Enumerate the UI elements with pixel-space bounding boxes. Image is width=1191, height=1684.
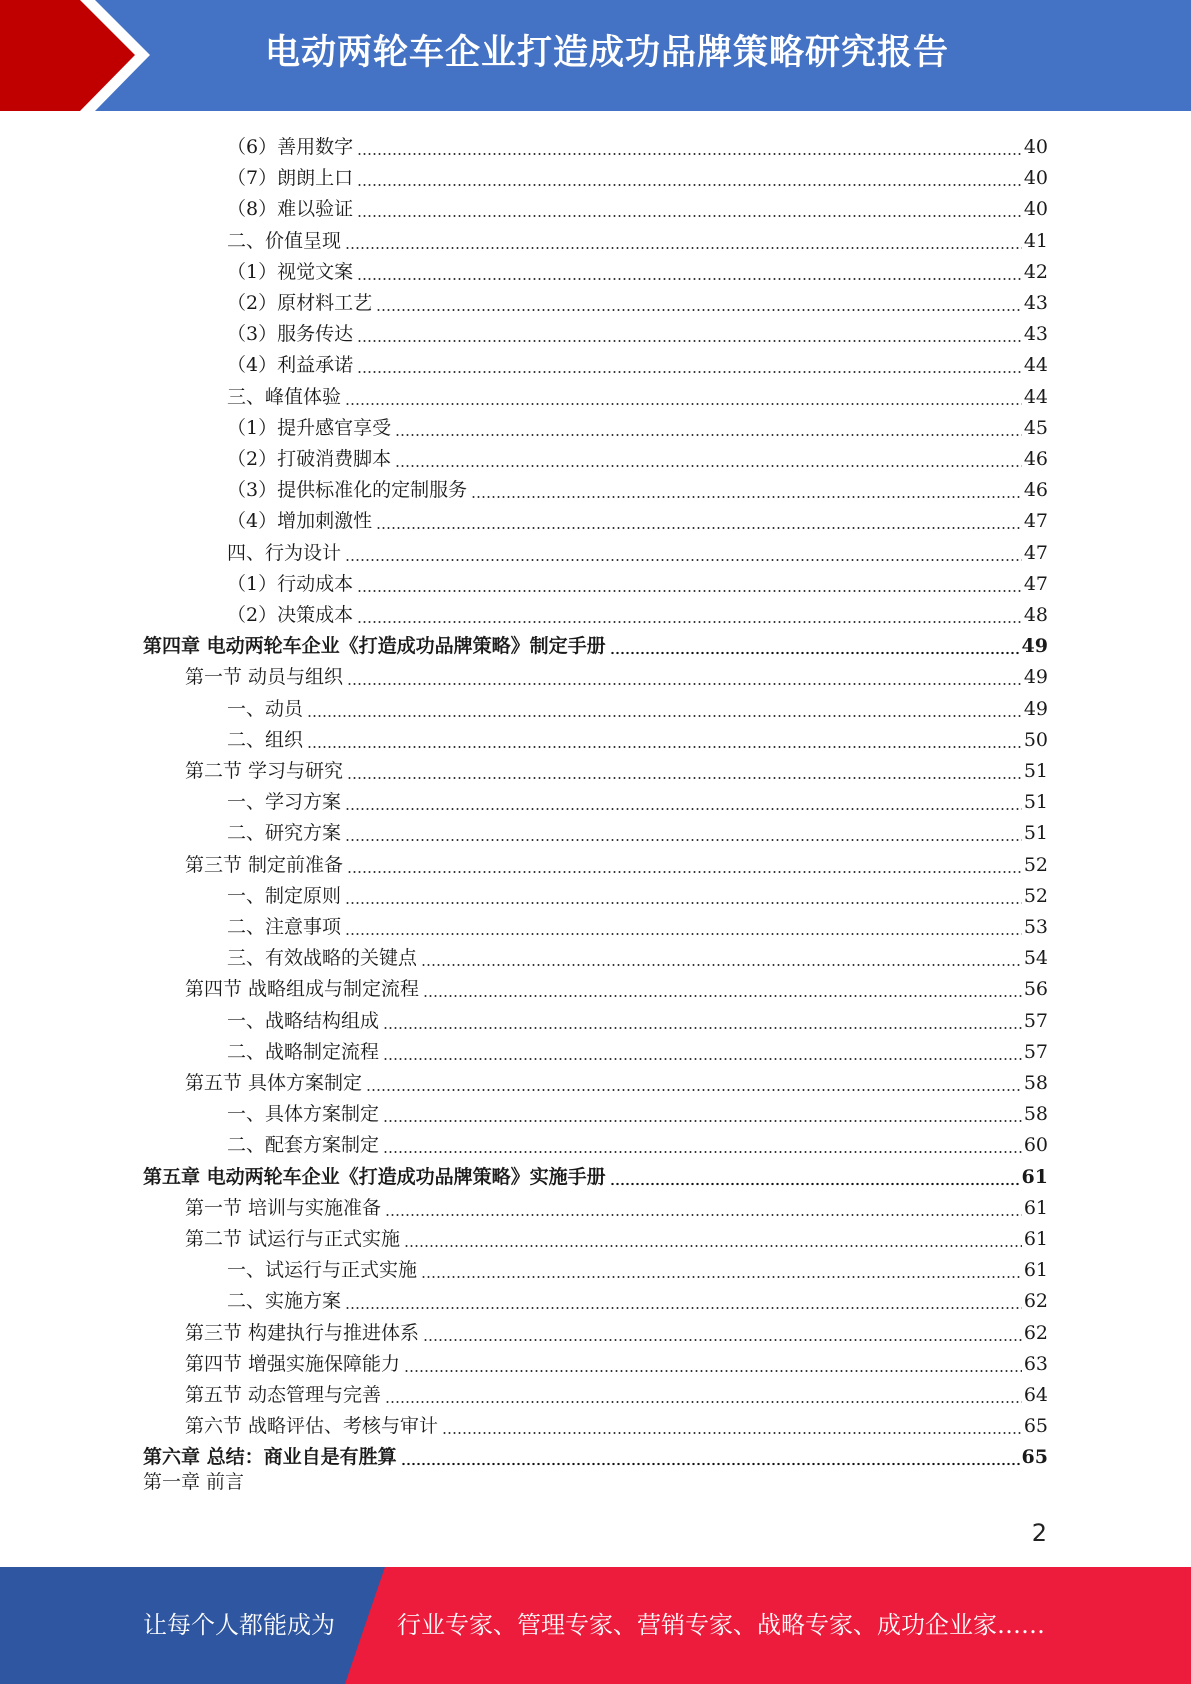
toc-dot-leader [383, 1040, 1022, 1064]
toc-page-number: 58 [1023, 1103, 1048, 1126]
toc-entry-title: 第二节 学习与研究 [185, 760, 344, 782]
toc-page-number: 62 [1023, 1321, 1048, 1344]
toc-page-number: 43 [1023, 323, 1048, 346]
footer-slogan-left: 让每个人都能成为 [143, 1611, 335, 1639]
toc-page-number: 52 [1023, 853, 1048, 876]
toc-dot-leader [395, 416, 1022, 440]
toc-page-number: 49 [1023, 666, 1048, 689]
toc-dot-leader [347, 853, 1022, 877]
toc-entry-title: （6）善用数字 [227, 136, 354, 158]
toc-entry-title: （2）打破消费脚本 [227, 448, 392, 470]
toc-entry[interactable] [227, 284, 1048, 315]
toc-entry[interactable] [143, 627, 1048, 658]
toc-entry-title: （2）决策成本 [227, 604, 354, 626]
toc-entry-title: 第四章 电动两轮车企业《打造成功品牌策略》制定手册 [143, 635, 606, 658]
toc-entry-title: 三、峰值体验 [227, 385, 342, 408]
page-footer [0, 1567, 1191, 1684]
toc-entry[interactable] [227, 814, 1048, 845]
toc-dot-leader [357, 322, 1022, 346]
toc-page-number: 46 [1023, 448, 1048, 470]
toc-entry-title: （1）视觉文案 [227, 260, 354, 283]
toc-entry-title: 第五节 动态管理与完善 [185, 1384, 382, 1406]
toc-page-number: 47 [1023, 541, 1048, 564]
page-number: 2 [1031, 1519, 1047, 1547]
toc-dot-leader [345, 385, 1022, 409]
toc-page-number: 51 [1023, 791, 1048, 814]
toc-dot-leader [345, 915, 1022, 939]
toc-dot-leader [307, 728, 1022, 752]
toc-entry[interactable] [227, 877, 1048, 908]
toc-dot-leader [383, 1009, 1022, 1033]
toc-page-number: 45 [1023, 416, 1048, 439]
toc-dot-leader [383, 1102, 1022, 1126]
toc-dot-leader [383, 1133, 1022, 1157]
toc-entry-title: 第三节 制定前准备 [185, 853, 344, 876]
toc-page-number: 51 [1023, 822, 1048, 845]
toc-entry[interactable] [227, 1095, 1048, 1126]
toc-entry-title: 第一节 培训与实施准备 [185, 1196, 382, 1219]
toc-entry[interactable] [227, 534, 1048, 565]
toc-dot-leader [610, 634, 1020, 658]
toc-page-number: 44 [1023, 354, 1048, 377]
toc-dot-leader [421, 946, 1022, 970]
toc-entry-title: 二、注意事项 [227, 916, 342, 938]
toc-entry-title: 二、实施方案 [227, 1290, 342, 1313]
toc-entry[interactable] [227, 565, 1048, 596]
toc-dot-leader [345, 541, 1022, 565]
toc-dot-leader [401, 1445, 1020, 1469]
toc-page-number: 57 [1023, 1040, 1048, 1063]
toc-entry-title: （3）服务传达 [227, 323, 354, 346]
page-header [0, 0, 1191, 111]
toc-entry[interactable] [185, 1064, 1048, 1095]
toc-page-number: 61 [1023, 1259, 1048, 1282]
toc-page-number: 50 [1023, 728, 1048, 751]
toc-entry[interactable] [227, 409, 1048, 440]
toc-entry[interactable] [185, 1376, 1048, 1407]
toc-entry-title: 第一节 动员与组织 [185, 666, 344, 689]
toc-page-number: 60 [1023, 1134, 1048, 1157]
toc-page-number: 48 [1023, 604, 1048, 626]
toc-dot-leader [357, 166, 1022, 190]
toc-page-number: 40 [1023, 136, 1048, 158]
toc-page-number: 49 [1023, 697, 1048, 720]
toc-entry-title: （1）提升感官享受 [227, 416, 392, 439]
footer-slogan-right: 行业专家、管理专家、营销专家、战略专家、成功企业家…… [397, 1611, 1045, 1639]
toc-entry[interactable] [185, 1407, 1048, 1438]
toc-entry[interactable] [227, 128, 1048, 159]
toc-dot-leader [357, 603, 1022, 627]
toc-entry-title: 第五节 具体方案制定 [185, 1072, 363, 1094]
toc-page-number: 47 [1023, 572, 1048, 595]
toc-dot-leader [357, 197, 1022, 221]
toc-page-number: 61 [1023, 1228, 1048, 1250]
toc-entry-title: 二、价值呈现 [227, 229, 342, 252]
toc-entry[interactable] [227, 222, 1048, 253]
toc-entry-title: 四、行为设计 [227, 541, 342, 564]
toc-dot-leader [404, 1352, 1022, 1376]
toc-entry-title: 二、战略制定流程 [227, 1040, 380, 1063]
toc-entry-title: 一、制定原则 [227, 884, 342, 907]
toc-dot-leader [376, 509, 1022, 533]
toc-entry[interactable] [227, 783, 1048, 814]
report-title: 电动两轮车企业打造成功品牌策略研究报告 [265, 33, 950, 73]
toc-dot-leader [404, 1227, 1022, 1251]
toc-page-number: 41 [1023, 229, 1048, 252]
toc-page-number: 44 [1023, 385, 1048, 408]
toc-page-number: 46 [1023, 479, 1048, 502]
toc-entry-title: 第五章 电动两轮车企业《打造成功品牌策略》实施手册 [143, 1165, 606, 1188]
toc-entry[interactable] [227, 253, 1048, 284]
toc-entry[interactable] [185, 1345, 1048, 1376]
toc-entry[interactable] [227, 378, 1048, 409]
toc-dot-leader [345, 884, 1022, 908]
toc-page-number: 40 [1023, 198, 1048, 221]
toc-dot-leader [610, 1165, 1020, 1189]
toc-entry-title: 一、试运行与正式实施 [227, 1259, 418, 1282]
toc-dot-leader [385, 1383, 1022, 1407]
toc-entry-title: 第六节 战略评估、考核与审计 [185, 1415, 439, 1438]
toc-entry-title: 一、战略结构组成 [227, 1009, 380, 1032]
toc-entry[interactable] [227, 1126, 1048, 1157]
toc-page-number: 51 [1023, 760, 1048, 782]
toc-entry-title: （4）增加刺激性 [227, 510, 373, 533]
toc-dot-leader [345, 821, 1022, 845]
toc-page-number: 65 [1023, 1415, 1048, 1438]
toc-entry-title: 一、具体方案制定 [227, 1103, 380, 1126]
toc-dot-leader [366, 1071, 1022, 1095]
toc-entry[interactable] [227, 1033, 1048, 1064]
toc-page-number: 57 [1023, 1009, 1048, 1032]
toc-entry[interactable] [185, 752, 1048, 783]
toc-entry-title: 第三节 构建执行与推进体系 [185, 1321, 420, 1344]
toc-last-line[interactable]: 第一章 前言 [143, 1470, 245, 1493]
toc-entry[interactable] [227, 502, 1048, 533]
toc-entry-title: 二、组织 [227, 728, 304, 751]
toc-dot-leader [307, 697, 1022, 721]
toc-dot-leader [376, 291, 1022, 315]
toc-entry[interactable] [227, 1282, 1048, 1313]
toc-entry-title: （4）利益承诺 [227, 354, 354, 377]
toc-page-number: 42 [1023, 260, 1048, 283]
toc-dot-leader [345, 790, 1022, 814]
toc-dot-leader [421, 1258, 1022, 1282]
toc-entry[interactable] [143, 1438, 1048, 1469]
toc-page-number: 40 [1023, 167, 1048, 190]
toc-page-number: 43 [1023, 292, 1048, 314]
toc-page-number: 62 [1023, 1290, 1048, 1313]
toc-page-number: 58 [1023, 1072, 1048, 1094]
toc-entry-title: （7）朗朗上口 [227, 167, 354, 190]
toc-entry-title: （3）提供标准化的定制服务 [227, 479, 468, 502]
toc-page-number: 52 [1023, 884, 1048, 907]
toc-page-number: 65 [1021, 1446, 1048, 1469]
toc-page-number: 61 [1021, 1165, 1048, 1188]
toc-page-number: 54 [1023, 947, 1048, 970]
toc-entry-title: 第四节 增强实施保障能力 [185, 1352, 401, 1375]
toc-entry[interactable] [227, 346, 1048, 377]
toc-entry[interactable] [227, 690, 1048, 721]
toc-dot-leader [357, 260, 1022, 284]
toc-page-number: 47 [1023, 510, 1048, 533]
toc-entry-title: 第四节 战略组成与制定流程 [185, 978, 420, 1001]
toc-entry[interactable] [227, 939, 1048, 970]
toc-entry[interactable] [185, 970, 1048, 1001]
toc-dot-leader [442, 1414, 1022, 1438]
toc-entry-title: （1）行动成本 [227, 572, 354, 595]
toc-entry[interactable] [227, 190, 1048, 221]
toc-page-number: 49 [1021, 635, 1048, 658]
toc-entry-title: 第二节 试运行与正式实施 [185, 1228, 401, 1250]
toc-page-number: 64 [1023, 1384, 1048, 1406]
toc-dot-leader [385, 1196, 1022, 1220]
toc-entry-title: 三、有效战略的关键点 [227, 947, 418, 970]
toc-page-number: 56 [1023, 978, 1048, 1001]
toc-entry[interactable] [227, 908, 1048, 939]
toc-page-number: 53 [1023, 916, 1048, 938]
toc-entry-title: （2）原材料工艺 [227, 292, 373, 314]
toc-entry-title: 一、动员 [227, 697, 304, 720]
toc-dot-leader [471, 478, 1022, 502]
toc-entry-title: （8）难以验证 [227, 198, 354, 221]
toc-entry[interactable] [227, 596, 1048, 627]
toc-entry[interactable] [227, 721, 1048, 752]
toc-entry-title: 二、研究方案 [227, 822, 342, 845]
toc-entry[interactable] [185, 846, 1048, 877]
toc-dot-leader [347, 759, 1022, 783]
toc-dot-leader [423, 977, 1022, 1001]
toc-entry[interactable] [227, 440, 1048, 471]
toc-dot-leader [357, 135, 1022, 159]
toc-entry-title: 一、学习方案 [227, 791, 342, 814]
toc-dot-leader [357, 572, 1022, 596]
toc-entry[interactable] [227, 1251, 1048, 1282]
toc-entry[interactable] [185, 1314, 1048, 1345]
toc-dot-leader [357, 353, 1022, 377]
toc-entry[interactable] [227, 471, 1048, 502]
toc-page-number: 63 [1023, 1352, 1048, 1375]
toc-entry[interactable] [227, 159, 1048, 190]
toc-entry-title: 二、配套方案制定 [227, 1134, 380, 1157]
toc-dot-leader [345, 1289, 1022, 1313]
toc-entry-title: 第六章 总结：商业自是有胜算 [143, 1446, 397, 1469]
toc-dot-leader [423, 1321, 1022, 1345]
toc-entry[interactable] [185, 1189, 1048, 1220]
toc-dot-leader [345, 229, 1022, 253]
toc-entry[interactable] [185, 1220, 1048, 1251]
toc-dot-leader [347, 665, 1022, 689]
toc-entry[interactable] [143, 1158, 1048, 1189]
toc-entry[interactable] [227, 315, 1048, 346]
toc-entry[interactable] [227, 1002, 1048, 1033]
toc-page-number: 61 [1023, 1196, 1048, 1219]
toc-entry[interactable] [185, 658, 1048, 689]
header-red-chevron [0, 0, 135, 111]
toc-dot-leader [395, 447, 1022, 471]
